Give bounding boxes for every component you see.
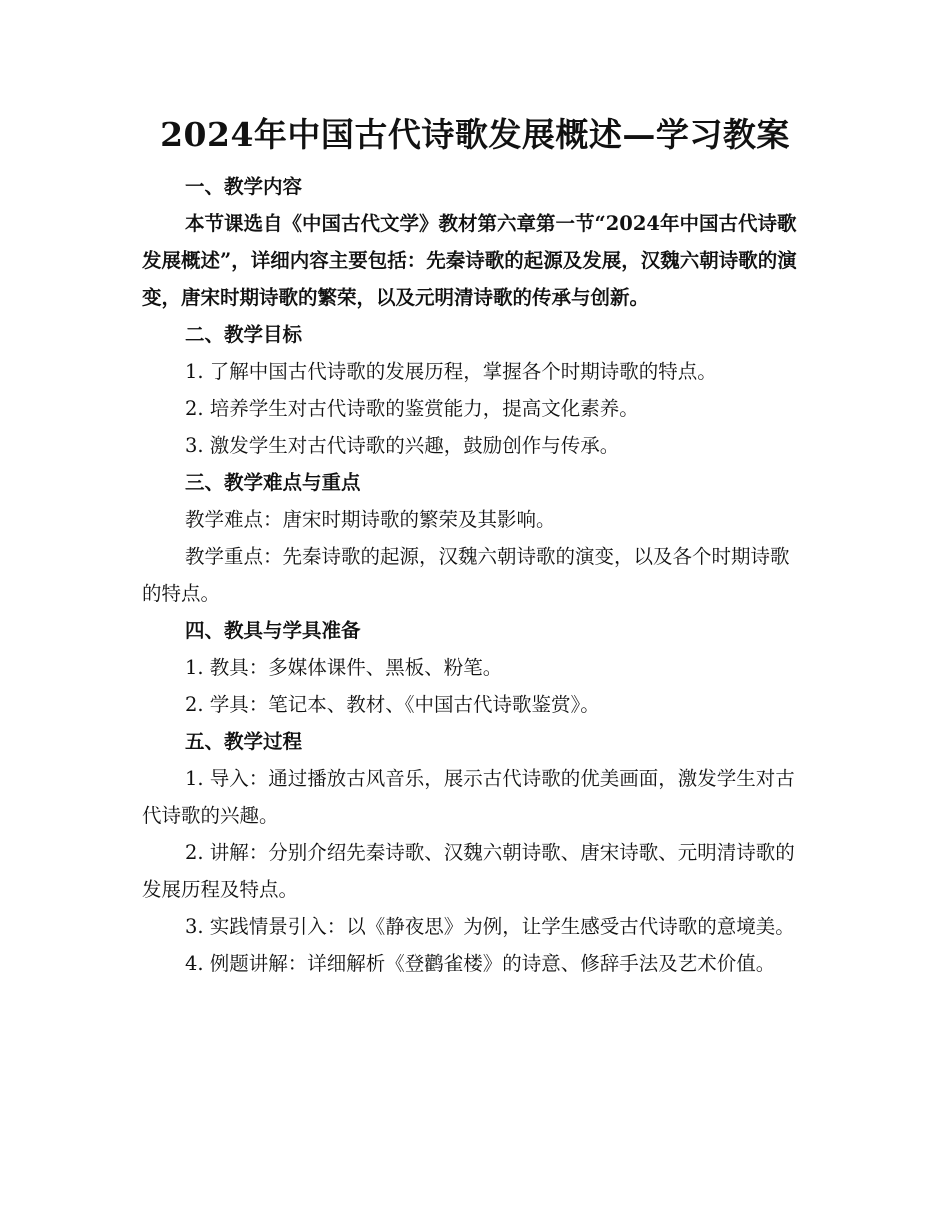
list-item-goal-1: 1. 了解中国古代诗歌的发展历程，掌握各个时期诗歌的特点。 xyxy=(185,360,717,383)
paragraph-teaching-content: 本节课选自《中国古代文学》教材第六章第一节“2024年中国古代诗歌发展概述”，详细内容主要包括：先秦诗歌的起源及发展，汉魏六朝诗歌的演变，唐宋时期诗歌的繁荣，以及元明清诗歌的传承与创新。 xyxy=(142,212,797,309)
list-item-process-4: 4. 例题讲解：详细解析《登鹳雀楼》的诗意、修辞手法及艺术价值。 xyxy=(185,952,776,975)
list-item-process-3: 3. 实践情景引入：以《静夜思》为例，让学生感受古代诗歌的意境美。 xyxy=(185,915,795,938)
section-heading-teaching-content: 一、教学内容 xyxy=(185,175,303,198)
document-title: 2024年中国古代诗歌发展概述—学习教案 xyxy=(160,115,790,154)
list-item-goal-2: 2. 培养学生对古代诗歌的鉴赏能力，提高文化素养。 xyxy=(185,397,639,420)
section-heading-teaching-aids: 四、教具与学具准备 xyxy=(185,619,361,642)
list-item-goal-3: 3. 激发学生对古代诗歌的兴趣，鼓励创作与传承。 xyxy=(185,434,620,457)
paragraph-difficulties: 教学难点：唐宋时期诗歌的繁荣及其影响。 xyxy=(185,508,556,531)
paragraph-key-points: 教学重点：先秦诗歌的起源，汉魏六朝诗歌的演变，以及各个时期诗歌的特点。 xyxy=(142,545,790,605)
section-heading-teaching-goals: 二、教学目标 xyxy=(185,323,303,346)
section-heading-difficulties-key-points: 三、教学难点与重点 xyxy=(185,471,361,494)
section-heading-teaching-process: 五、教学过程 xyxy=(185,730,303,753)
list-item-process-2: 2. 讲解：分别介绍先秦诗歌、汉魏六朝诗歌、唐宋诗歌、元明清诗歌的发展历程及特点。 xyxy=(142,841,795,901)
list-item-student-aids: 2. 学具：笔记本、教材、《中国古代诗歌鉴赏》。 xyxy=(185,693,600,716)
list-item-process-1: 1. 导入：通过播放古风音乐，展示古代诗歌的优美画面，激发学生对古代诗歌的兴趣。 xyxy=(142,767,795,827)
document-body xyxy=(142,168,806,982)
list-item-teacher-aids: 1. 教具：多媒体课件、黑板、粉笔。 xyxy=(185,656,503,679)
